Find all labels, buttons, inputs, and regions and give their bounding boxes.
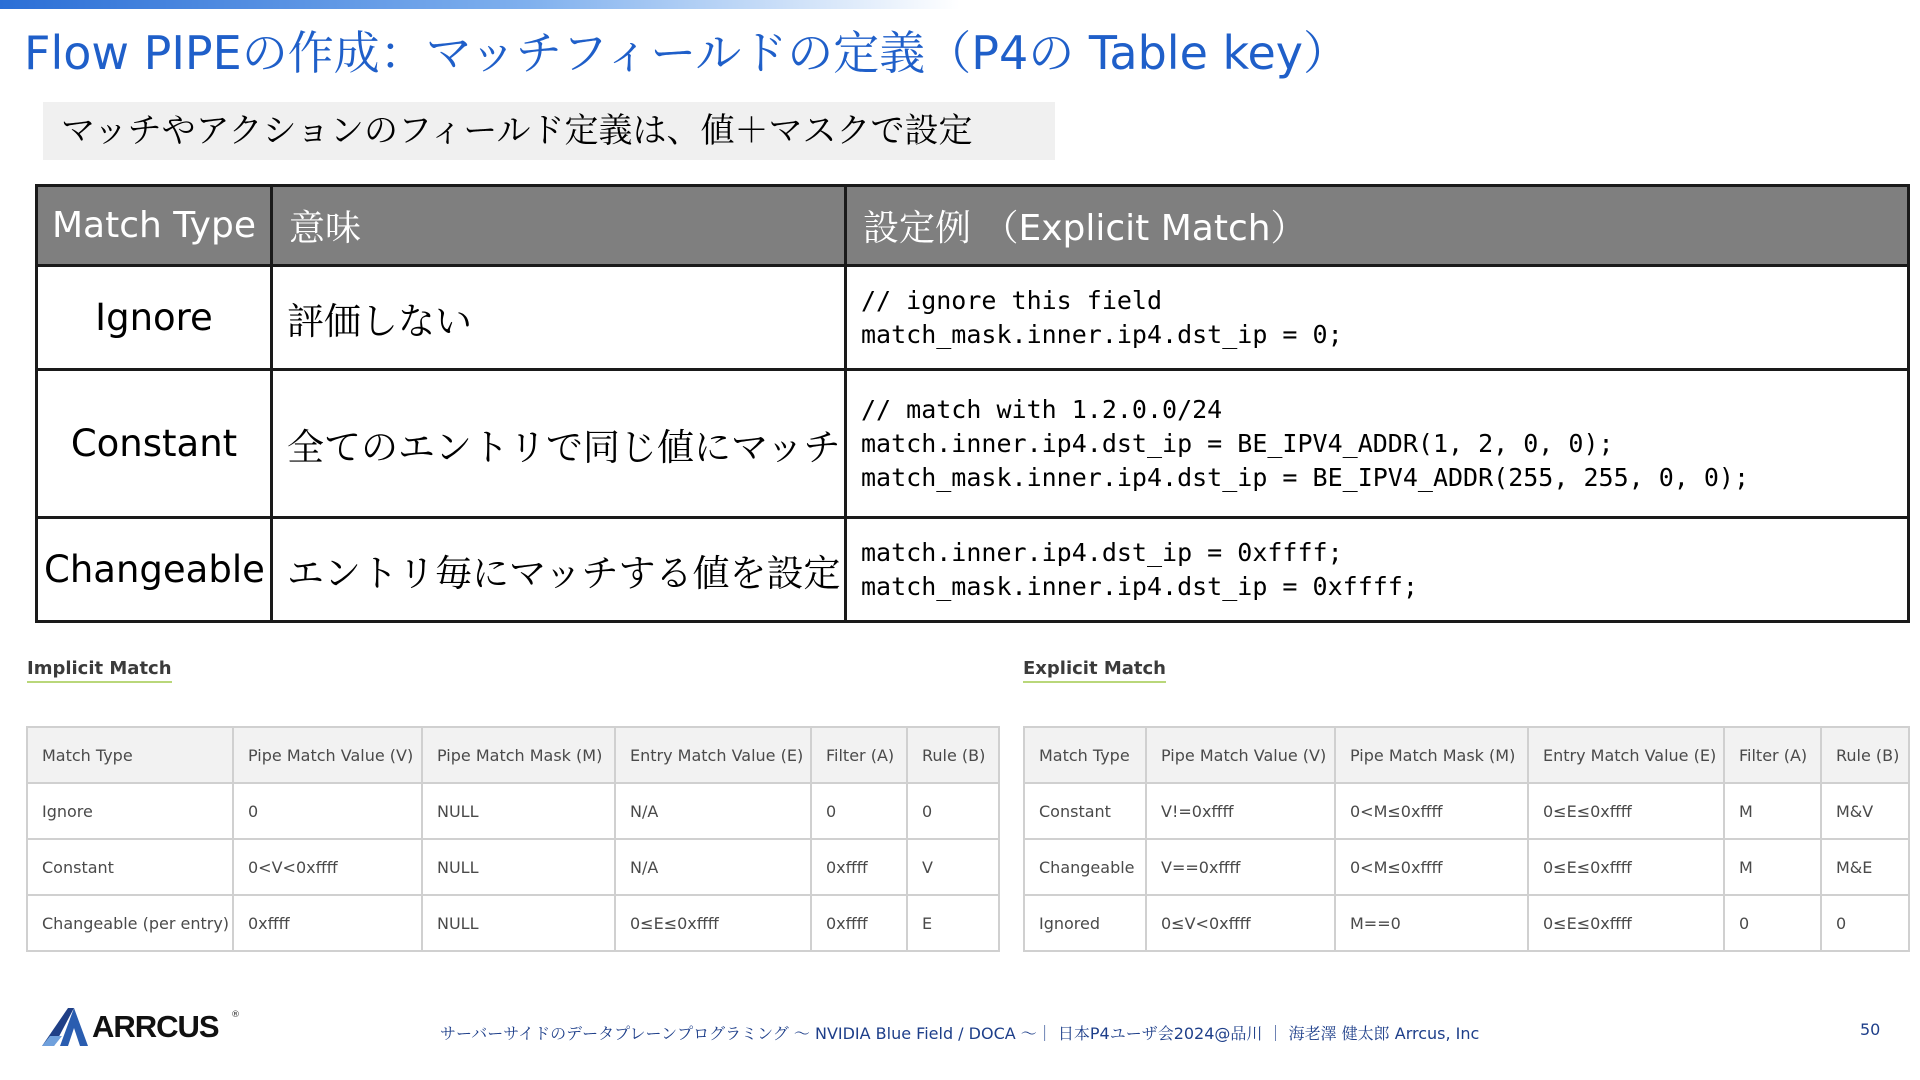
row-match-type: Constant xyxy=(37,370,272,518)
table-cell: Changeable (per entry) xyxy=(27,895,233,951)
explicit-header-cell: Match Type xyxy=(1024,727,1146,783)
table-cell: M xyxy=(1724,783,1821,839)
implicit-match-table xyxy=(26,726,1000,952)
code-line: match_mask.inner.ip4.dst_ip = 0xffff; xyxy=(861,571,1418,601)
table-cell: 0≤E≤0xffff xyxy=(1528,783,1724,839)
table-cell: NULL xyxy=(422,839,615,895)
table-cell: M&E xyxy=(1821,839,1909,895)
table-row xyxy=(1024,895,1909,951)
logo-wordmark: ARRCUS xyxy=(92,1009,219,1044)
explicit-header-cell: Rule (B) xyxy=(1821,727,1909,783)
implicit-match-label: Implicit Match xyxy=(27,658,172,683)
table-row xyxy=(37,370,1909,518)
logo-trademark: ® xyxy=(231,1010,240,1020)
row-code-example xyxy=(846,370,1909,518)
table-cell: Ignored xyxy=(1024,895,1146,951)
table-cell: 0 xyxy=(811,783,907,839)
table-cell: 0<M≤0xffff xyxy=(1335,783,1528,839)
table-cell: 0 xyxy=(907,783,999,839)
table-cell: 0<V<0xffff xyxy=(233,839,422,895)
main-table-header-row xyxy=(37,186,1909,266)
row-match-type: Changeable xyxy=(37,518,272,622)
code-line: // match with 1.2.0.0/24 xyxy=(861,394,1223,424)
explicit-header-row xyxy=(1024,727,1909,783)
table-cell: Ignore xyxy=(27,783,233,839)
row-meaning: エントリ毎にマッチする値を設定 xyxy=(272,518,846,622)
table-cell: V xyxy=(907,839,999,895)
explicit-header-cell: Entry Match Value (E) xyxy=(1528,727,1724,783)
table-cell: 0 xyxy=(1821,895,1909,951)
header-meaning: 意味 xyxy=(272,186,846,266)
row-meaning: 全てのエントリで同じ値にマッチ xyxy=(272,370,846,518)
table-cell: 0≤V<0xffff xyxy=(1146,895,1335,951)
table-row xyxy=(37,518,1909,622)
table-cell: Constant xyxy=(1024,783,1146,839)
code-line: match_mask.inner.ip4.dst_ip = 0; xyxy=(861,319,1343,349)
implicit-header-cell: Filter (A) xyxy=(811,727,907,783)
table-cell: 0<M≤0xffff xyxy=(1335,839,1528,895)
implicit-header-cell: Pipe Match Mask (M) xyxy=(422,727,615,783)
top-accent-bar xyxy=(0,0,960,9)
table-row xyxy=(1024,839,1909,895)
table-row xyxy=(27,895,999,951)
row-match-type: Ignore xyxy=(37,266,272,370)
header-match-type: Match Type xyxy=(37,186,272,266)
table-cell: N/A xyxy=(615,783,811,839)
arrcus-logo xyxy=(40,1006,240,1050)
implicit-header-cell: Entry Match Value (E) xyxy=(615,727,811,783)
row-code-example xyxy=(846,266,1909,370)
table-cell: 0 xyxy=(233,783,422,839)
table-cell: 0xffff xyxy=(811,839,907,895)
code-line: match.inner.ip4.dst_ip = 0xffff; xyxy=(861,537,1343,567)
table-cell: E xyxy=(907,895,999,951)
table-cell: N/A xyxy=(615,839,811,895)
table-cell: NULL xyxy=(422,895,615,951)
subtitle-box xyxy=(43,102,1055,160)
subtitle-text: マッチやアクションのフィールド定義は、値＋マスクで設定 xyxy=(61,111,973,151)
table-row xyxy=(37,266,1909,370)
table-row xyxy=(27,783,999,839)
implicit-header-row xyxy=(27,727,999,783)
table-cell: 0xffff xyxy=(811,895,907,951)
row-code-example xyxy=(846,518,1909,622)
arrcus-logo-mark-icon xyxy=(40,1006,100,1050)
explicit-match-table xyxy=(1023,726,1910,952)
table-row xyxy=(1024,783,1909,839)
table-row xyxy=(27,839,999,895)
table-cell: Changeable xyxy=(1024,839,1146,895)
table-cell: 0xffff xyxy=(233,895,422,951)
footer-text: サーバーサイドのデータプレーンプログラミング 〜 NVIDIA Blue Field / DOCA 〜｜ 日本P4ユーザ会2024@品川 ｜ 海老澤 健太郎 Arrcus, Inc xyxy=(440,1024,1480,1043)
row-meaning: 評価しない xyxy=(272,266,846,370)
code-line: match_mask.inner.ip4.dst_ip = BE_IPV4_ADDR(255, 255, 0, 0); xyxy=(861,462,1750,492)
code-line: // ignore this field xyxy=(861,285,1163,315)
table-cell: M==0 xyxy=(1335,895,1528,951)
table-cell: M&V xyxy=(1821,783,1909,839)
table-cell: NULL xyxy=(422,783,615,839)
explicit-header-cell: Pipe Match Mask (M) xyxy=(1335,727,1528,783)
table-cell: V!=0xffff xyxy=(1146,783,1335,839)
code-line: match.inner.ip4.dst_ip = BE_IPV4_ADDR(1, 2, 0, 0); xyxy=(861,428,1614,458)
table-cell: Constant xyxy=(27,839,233,895)
implicit-header-cell: Match Type xyxy=(27,727,233,783)
header-example: 設定例 （Explicit Match） xyxy=(846,186,1909,266)
page-number: 50 xyxy=(1860,1020,1881,1039)
table-cell: 0≤E≤0xffff xyxy=(615,895,811,951)
implicit-header-cell: Rule (B) xyxy=(907,727,999,783)
explicit-match-label: Explicit Match xyxy=(1023,658,1166,683)
table-cell: 0≤E≤0xffff xyxy=(1528,839,1724,895)
table-cell: 0 xyxy=(1724,895,1821,951)
slide-title: Flow PIPEの作成：マッチフィールドの定義（P4の Table key） xyxy=(24,26,1350,80)
implicit-header-cell: Pipe Match Value (V) xyxy=(233,727,422,783)
explicit-header-cell: Filter (A) xyxy=(1724,727,1821,783)
table-cell: V==0xffff xyxy=(1146,839,1335,895)
match-type-table xyxy=(35,184,1910,623)
explicit-header-cell: Pipe Match Value (V) xyxy=(1146,727,1335,783)
table-cell: M xyxy=(1724,839,1821,895)
table-cell: 0≤E≤0xffff xyxy=(1528,895,1724,951)
